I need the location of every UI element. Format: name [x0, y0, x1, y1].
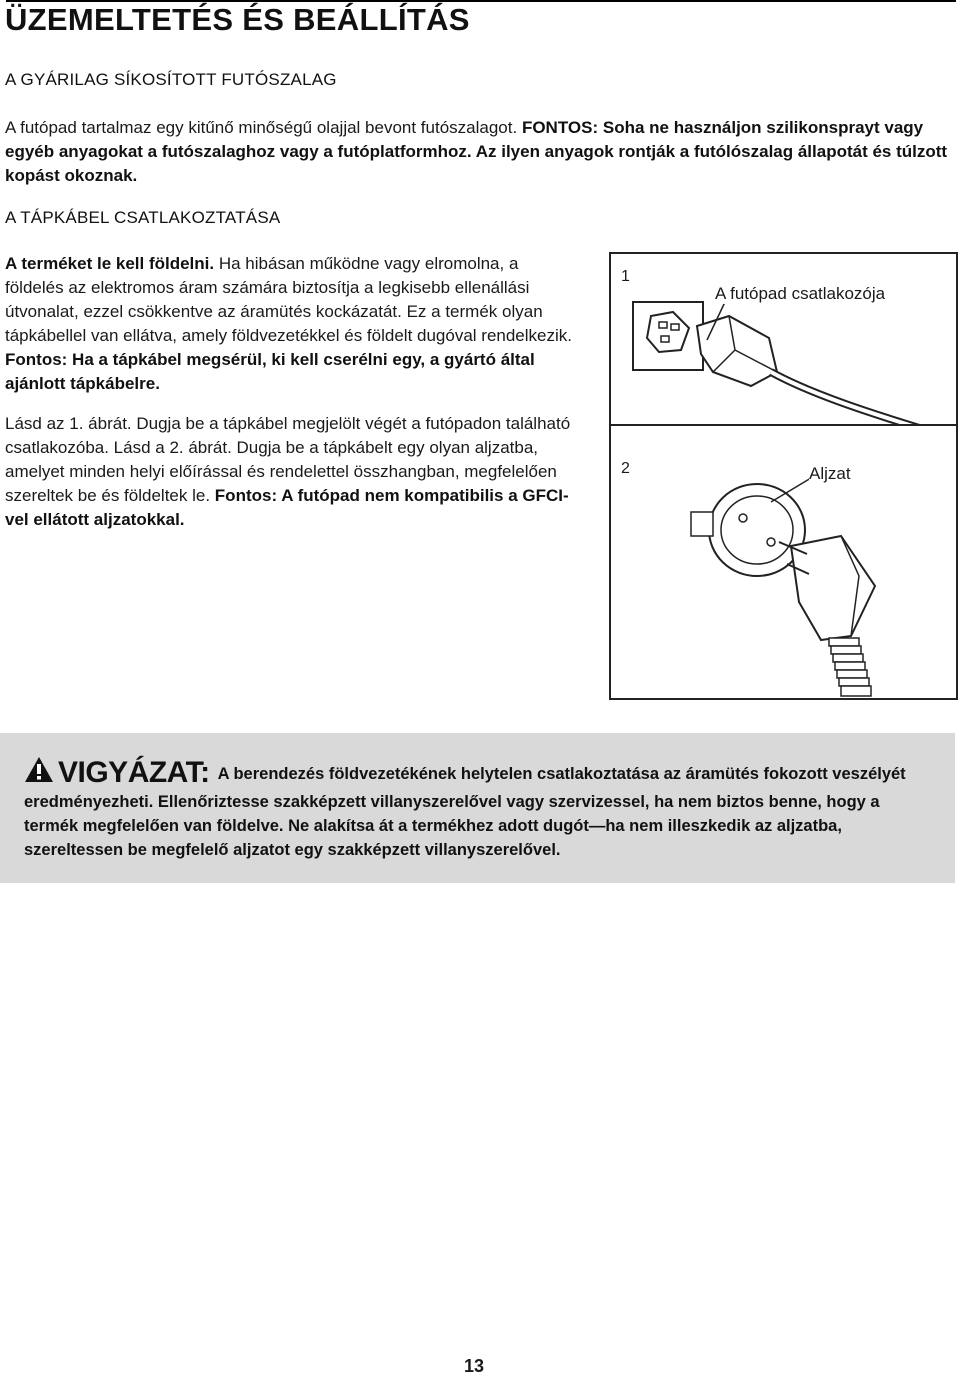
warning-text: A berendezés földvezetékének helytelen csatlakoztatása az áramütés fokozott veszélyét eredményezheti. Ellenőriztesse szakképzett villanyszerelővel vagy szervizessel, ha nem biztos benne, hogy a termék megfelelően van földelve. Ne alakítsa át a termékhez adott dugót—ha nem illeszkedik az aljzatba, szereltessen be megfelelő aljzatot egy szakképzett villanyszerelővel.: [24, 765, 906, 859]
grounding-lead: A terméket le kell földelni.: [5, 254, 215, 273]
grounding-important: Fontos: Ha a tápkábel megsérül, ki kell cserélni egy, a gyártó által ajánlott tápkábelre.: [5, 350, 535, 393]
warning-paragraph: [24, 755, 934, 862]
treadmill-socket-illustration: [611, 254, 956, 426]
grounding-text: Ha hibásan működne vagy elromolna, a földelés az elektromos áram számára biztosítja a legkisebb ellenállási útvonalat, ezzel csökkentve az áramütés kockázatát. Ez a termék olyan tápkábellel van ellátva, amely földvezetékkel és földelt dugóval rendelkezik.: [5, 254, 572, 345]
warning-title: VIGYÁZAT:: [58, 756, 210, 789]
outlet-plug-illustration: [611, 426, 956, 698]
connect-text: Lásd az 1. ábrát. Dugja be a tápkábel megjelölt végét a futópadon található csatlakozóba. Lásd a 2. ábrát. Dugja be a tápkábelt egy olyan aljzatba, amelyet minden helyi előírással és rendelettel összhangban, megfelelően szereltek be és földeltek le.: [5, 414, 571, 505]
figure-1-label: A futópad csatlakozója: [715, 284, 886, 303]
warning-box: [0, 733, 955, 883]
figure-2-number: 2: [621, 460, 630, 477]
section-heading-belt: A GYÁRILAG SÍKOSÍTOTT FUTÓSZALAG: [5, 70, 337, 89]
connect-paragraph: [5, 412, 580, 532]
belt-paragraph-text: A futópad tartalmaz egy kitűnő minőségű olajjal bevont futószalagot.: [5, 118, 518, 137]
figure-1-number: 1: [621, 268, 630, 285]
belt-paragraph: [5, 116, 950, 188]
figure-2-label: Aljzat: [809, 464, 851, 483]
grounding-paragraph: [5, 252, 580, 396]
figure-1: [609, 252, 958, 428]
section-heading-power-cord: A TÁPKÁBEL CSATLAKOZTATÁSA: [5, 208, 281, 227]
page-title: ÜZEMELTETÉS ÉS BEÁLLÍTÁS: [5, 2, 470, 37]
connect-important: Fontos: A futópad nem kompatibilis a GFCI-vel ellátott aljzatokkal.: [5, 486, 569, 529]
page-number: 13: [464, 1356, 485, 1376]
figure-2: [609, 424, 958, 700]
belt-paragraph-warning: FONTOS: Soha ne használjon szilikonsprayt vagy egyéb anyagokat a futószalaghoz vagy a futóplatformhoz. Az ilyen anyagok rontják a futólószalag állapotát és túlzott kopást okoznak.: [5, 118, 948, 185]
warning-triangle-icon: [24, 755, 54, 790]
